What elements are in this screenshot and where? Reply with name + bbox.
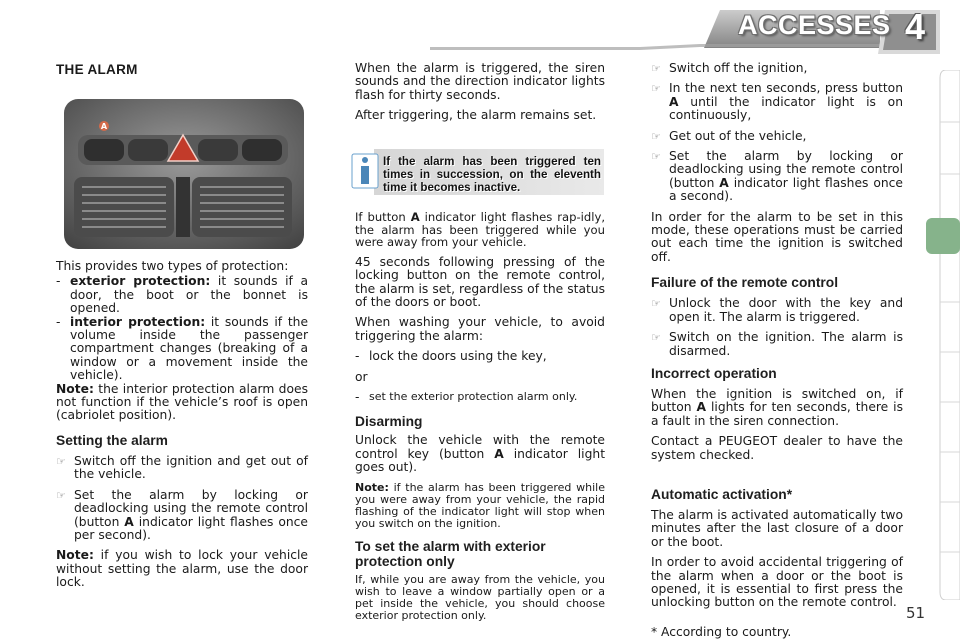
- note-door-lock: Note: if you wish to lock your vehicle without setting the alarm, use the door lock.: [56, 548, 308, 590]
- ext-step-4: ☞ Set the alarm by locking or deadlocking using the remote control (button A indicator light flashes once a second).: [651, 149, 903, 204]
- failure-step-2: ☞ Switch on the ignition. The alarm is disarmed.: [651, 330, 903, 358]
- dashboard-alarm-photo: [60, 95, 308, 253]
- heading-setting-alarm: Setting the alarm: [56, 432, 168, 448]
- info-icon: [361, 157, 369, 184]
- auto-set-info: 45 seconds following pressing of the locking button on the remote control, the alarm is set, regardless of the status of the doors or boot.: [355, 254, 605, 309]
- protection-item-interior: - interior protection: it sounds if the volume inside the passenger compartment changes (breaking of a window or a movement inside the vehicle).: [56, 314, 309, 383]
- ext-step-3: ☞ Get out of the vehicle,: [651, 128, 807, 143]
- incorrect-text: When the ignition is switched on, if button A lights for ten seconds, there is a fault in the siren connection.: [651, 386, 904, 428]
- heading-automatic-activation: Automatic activation*: [651, 486, 793, 502]
- setting-step-1: ☞ Switch off the ignition and get out of the vehicle.: [56, 453, 308, 482]
- trigger-description: When the alarm is triggered, the siren sounds and the direction indicator lights flash for thirty seconds.: [355, 61, 605, 102]
- ext-step-1: ☞ Switch off the ignition,: [651, 61, 808, 75]
- auto-activation-text: The alarm is activated automatically two minutes after the last closure of a door or the boot.: [651, 507, 903, 549]
- disarming-note: Note: if the alarm has been triggered while you were away from your vehicle, the rapid flashing of the indicator light will stop when you switch on the ignition.: [355, 480, 605, 530]
- washing-or: or: [355, 369, 368, 384]
- footnote: * According to country.: [651, 624, 792, 639]
- info-box-text: If the alarm has been triggered ten times in succession, on the eleventh time it becomes inactive.: [383, 155, 601, 194]
- heading-incorrect-operation: Incorrect operation: [651, 365, 777, 381]
- photo-label-a: A: [100, 122, 108, 131]
- heading-disarming: Disarming: [355, 414, 423, 430]
- contact-dealer: Contact a PEUGEOT dealer to have the system checked.: [651, 434, 903, 462]
- washing-option-2: - set the exterior protection alarm only.: [355, 390, 578, 405]
- protection-item-exterior: - exterior protection: it sounds if a door, the boot or the bonnet is opened.: [56, 274, 308, 316]
- protection-intro: This provides two types of protection:: [56, 259, 289, 273]
- washing-info: When washing your vehicle, to avoid triggering the alarm:: [355, 315, 605, 343]
- note-roof: Note: the interior protection alarm does not function if the vehicle’s roof is open (cabriolet position).: [56, 381, 308, 423]
- chapter-title: ACCESSES: [738, 10, 891, 40]
- after-trigger: After triggering, the alarm remains set.: [355, 108, 597, 123]
- auto-activation-tip: In order to avoid accidental triggering of the alarm when a door or the boot is opened, it is essential to first press the unlocking button on the remote control.: [651, 555, 903, 610]
- heading-exterior-only: To set the alarm with exterior protection only: [355, 538, 546, 569]
- ext-mode-info: In order for the alarm to be set in this mode, these operations must be carried out each time the ignition is switched off.: [651, 209, 903, 264]
- page-number: 51: [906, 604, 926, 622]
- setting-step-2: ☞ Set the alarm by locking or deadlocking using the remote control (button A indicator light flashes once per second).: [56, 487, 308, 542]
- ext-step-2: ☞ In the next ten seconds, press button A until the indicator light is on continuously,: [651, 81, 903, 123]
- page-title: THE ALARM: [56, 62, 138, 77]
- active-chapter-tab: [926, 218, 960, 254]
- rapid-flash-info: If button A indicator light flashes rap-idly, the alarm has been triggered while you were away from your vehicle.: [355, 210, 605, 250]
- chapter-tabs: [926, 70, 960, 600]
- washing-option-1: - lock the doors using the key,: [355, 349, 547, 364]
- exterior-only-text: If, while you are away from the vehicle, you wish to leave a window partially open or a pet inside the vehicle, you should choose exterior protection only.: [355, 572, 605, 622]
- disarming-text: Unlock the vehicle with the remote control key (button A indicator light goes out).: [355, 433, 606, 475]
- heading-remote-failure: Failure of the remote control: [651, 275, 839, 291]
- chapter-number: 4: [904, 6, 926, 47]
- failure-step-1: ☞ Unlock the door with the key and open it. The alarm is triggered.: [651, 296, 903, 324]
